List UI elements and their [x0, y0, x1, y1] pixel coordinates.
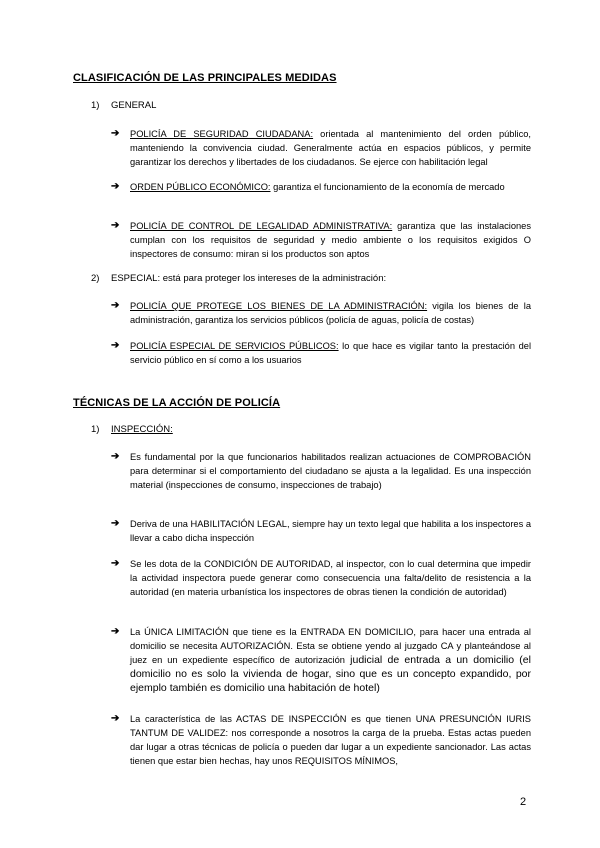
- section-title-clasificacion: CLASIFICACIÓN DE LAS PRINCIPALES MEDIDAS: [73, 72, 337, 84]
- list-item: [111, 625, 531, 695]
- item-text: Deriva de una HABILITACIÓN LEGAL, siempre hay un texto legal que habilita a los inspectores a llevar a cabo dicha inspección: [130, 519, 531, 543]
- list-item: [111, 339, 531, 367]
- item-term: POLICÍA DE CONTROL DE LEGALIDAD ADMINISTRATIVA:: [130, 221, 393, 231]
- item-term: ORDEN PÚBLICO ECONÓMICO:: [130, 182, 271, 192]
- item-term: POLICÍA ESPECIAL DE SERVICIOS PÚBLICOS:: [130, 341, 339, 351]
- item-text: vigila los bienes de la administración, garantiza los servicios públicos (policía de aguas, policía de costas): [130, 301, 531, 325]
- arrow-right-icon: ➔: [111, 300, 120, 311]
- list-item: [111, 299, 531, 327]
- list-item: [111, 557, 531, 599]
- list-item: [111, 450, 531, 492]
- item-text: La ÚNICA LIMITACIÓN que tiene es la ENTRADA EN DOMICILIO, para hacer una entrada al domicilio se necesita AUTORIZACIÓN. Esta se obtiene yendo al juzgado CA y planteándose al juez en un expediente específico de autorización: [130, 627, 531, 665]
- arrow-right-icon: ➔: [111, 558, 120, 569]
- list-item: [111, 712, 531, 768]
- item-text: Es fundamental por la que funcionarios habilitados realizan actuaciones de COMPROBACIÓN para determinar si el comportamiento del ciudadano se ajusta a la legalidad. Es una inspección material (inspecciones de consumo, inspecciones de trabajo): [130, 452, 531, 490]
- arrow-right-icon: ➔: [111, 220, 120, 231]
- list-item: [111, 219, 531, 261]
- arrow-right-icon: ➔: [111, 340, 120, 351]
- item-term: POLICÍA QUE PROTEGE LOS BIENES DE LA ADMINISTRACIÓN:: [130, 301, 428, 311]
- item-text: La característica de las ACTAS DE INSPECCIÓN es que tienen UNA PRESUNCIÓN IURIS TANTUM DE VALIDEZ: nos corresponde a nosotros la carga de la prueba. Estas actas pueden dar lugar a otras técnicas de policía o pueden dar lugar a un expediente sancionador. Las actas tienen que estar bien hechas, hay unos REQUISITOS MÍNIMOS,: [130, 714, 531, 766]
- arrow-right-icon: ➔: [111, 518, 120, 529]
- list-number-inspeccion: 1): [91, 424, 100, 435]
- arrow-right-icon: ➔: [111, 181, 120, 192]
- list-label-inspeccion: INSPECCIÓN:: [111, 424, 173, 435]
- list-label-especial: ESPECIAL: está para proteger los intereses de la administración:: [111, 273, 387, 284]
- item-term: POLICÍA DE SEGURIDAD CIUDADANA:: [130, 129, 314, 139]
- item-text: garantiza que las instalaciones cumplan con los requisitos de seguridad y medio ambiente o los requisitos exigidos O inspectores de consumo: miran si los productos son aptos: [130, 221, 531, 259]
- item-text: Se les dota de la CONDICIÓN DE AUTORIDAD, al inspector, con lo cual determina que impedir la actividad inspectora puede generar como consecuencia una falta/delito de resistencia a la autoridad (en materia urbanística los inspectores de obras tienen la condición de autoridad): [130, 559, 531, 597]
- arrow-right-icon: ➔: [111, 451, 120, 462]
- item-text: garantiza el funcionamiento de la economía de mercado: [270, 182, 505, 192]
- list-number-general: 1): [91, 100, 100, 111]
- list-label-general: GENERAL: [111, 100, 157, 111]
- item-text-continued: judicial de entrada a un domicilio (el domicilio no es solo la vivienda de hogar, sino que es un concepto expandido, por ejemplo también es domicilio una habitación de hotel): [130, 654, 531, 694]
- list-item: [111, 517, 531, 545]
- arrow-right-icon: ➔: [111, 626, 120, 637]
- page-number: 2: [520, 796, 527, 808]
- list-number-especial: 2): [91, 273, 100, 284]
- item-text: orientada al mantenimiento del orden público, manteniendo la convivencia ciudad. Generalmente actúa en espacios públicos, y permite garantizar los derechos y libertades de los ciudadanos. Se ejerce con habilitación legal: [130, 129, 531, 167]
- item-text: lo que hace es vigilar tanto la prestación del servicio público en sí como a los usuarios: [130, 341, 532, 365]
- section-title-tecnicas: TÉCNICAS DE LA ACCIÓN DE POLICÍA: [73, 397, 281, 409]
- arrow-right-icon: ➔: [111, 128, 120, 139]
- arrow-right-icon: ➔: [111, 713, 120, 724]
- list-item: [111, 127, 531, 169]
- list-item: [111, 180, 531, 194]
